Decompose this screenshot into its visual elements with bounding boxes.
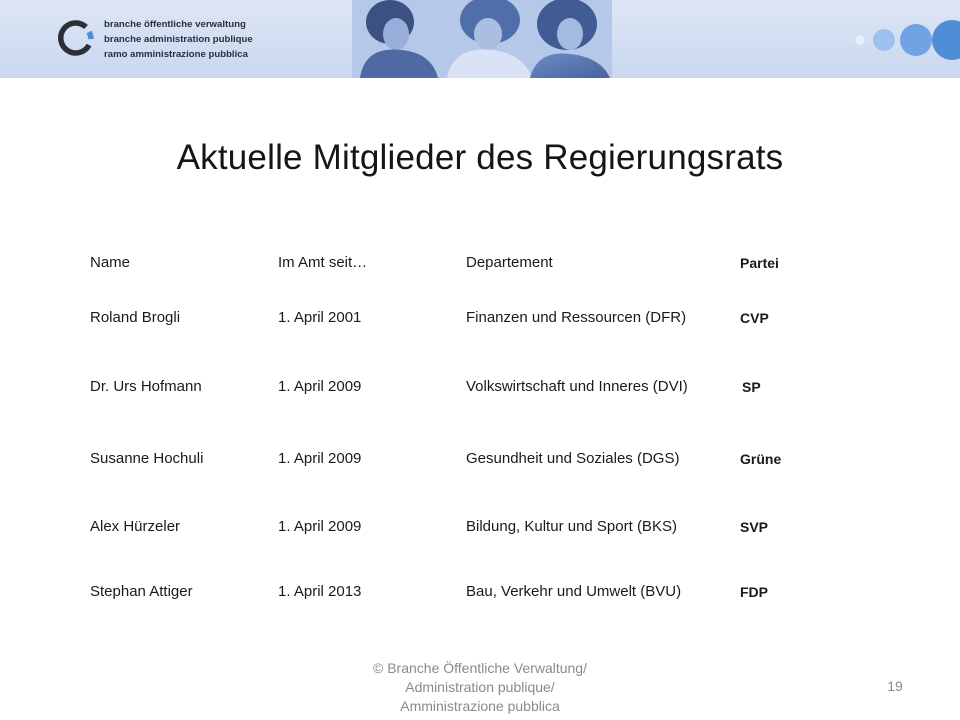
member-since: 1. April 2009: [278, 378, 362, 395]
footer-line: Amministrazione pubblica: [400, 698, 560, 714]
page-number: 19: [887, 678, 903, 694]
member-name: Dr. Urs Hofmann: [90, 378, 202, 395]
header-party: Partei: [740, 255, 779, 271]
member-name: Susanne Hochuli: [90, 450, 204, 467]
member-since: 1. April 2001: [278, 309, 362, 326]
brand-line-it: ramo amministrazione pubblica: [104, 49, 248, 60]
brand-line-de: branche öffentliche verwaltung: [104, 19, 246, 30]
table-row: [0, 583, 960, 605]
member-since: 1. April 2013: [278, 583, 362, 600]
footer-line: Administration publique/: [405, 679, 555, 695]
brand-line-fr: branche administration publique: [104, 34, 253, 45]
member-party: SP: [742, 379, 761, 395]
table-header-row: [0, 254, 960, 276]
member-department: Bau, Verkehr und Umwelt (BVU): [466, 583, 682, 600]
member-name: Roland Brogli: [90, 309, 181, 326]
member-since: 1. April 2009: [278, 450, 362, 467]
table-row: [0, 309, 960, 331]
footer-line: © Branche Öffentliche Verwaltung/: [373, 660, 587, 676]
member-department: Bildung, Kultur und Sport (BKS): [466, 518, 677, 535]
footer-copyright: [330, 659, 630, 716]
member-party: FDP: [740, 584, 768, 600]
header-department: Departement: [466, 254, 553, 271]
member-department: Gesundheit und Soziales (DGS): [466, 450, 680, 467]
header-since: Im Amt seit…: [278, 254, 368, 271]
member-since: 1. April 2009: [278, 518, 362, 535]
member-party: CVP: [740, 310, 769, 326]
member-name: Stephan Attiger: [90, 583, 193, 600]
table-row: [0, 450, 960, 472]
table-row: [0, 378, 960, 400]
header-name: Name: [90, 254, 131, 271]
member-party: Grüne: [740, 451, 782, 467]
member-party: SVP: [740, 519, 769, 535]
member-department: Finanzen und Ressourcen (DFR): [466, 309, 687, 326]
member-department: Volkswirtschaft und Inneres (DVI): [466, 378, 688, 395]
table-row: [0, 518, 960, 540]
slide-title: Aktuelle Mitglieder des Regierungsrats: [176, 138, 784, 177]
member-name: Alex Hürzeler: [90, 518, 181, 535]
